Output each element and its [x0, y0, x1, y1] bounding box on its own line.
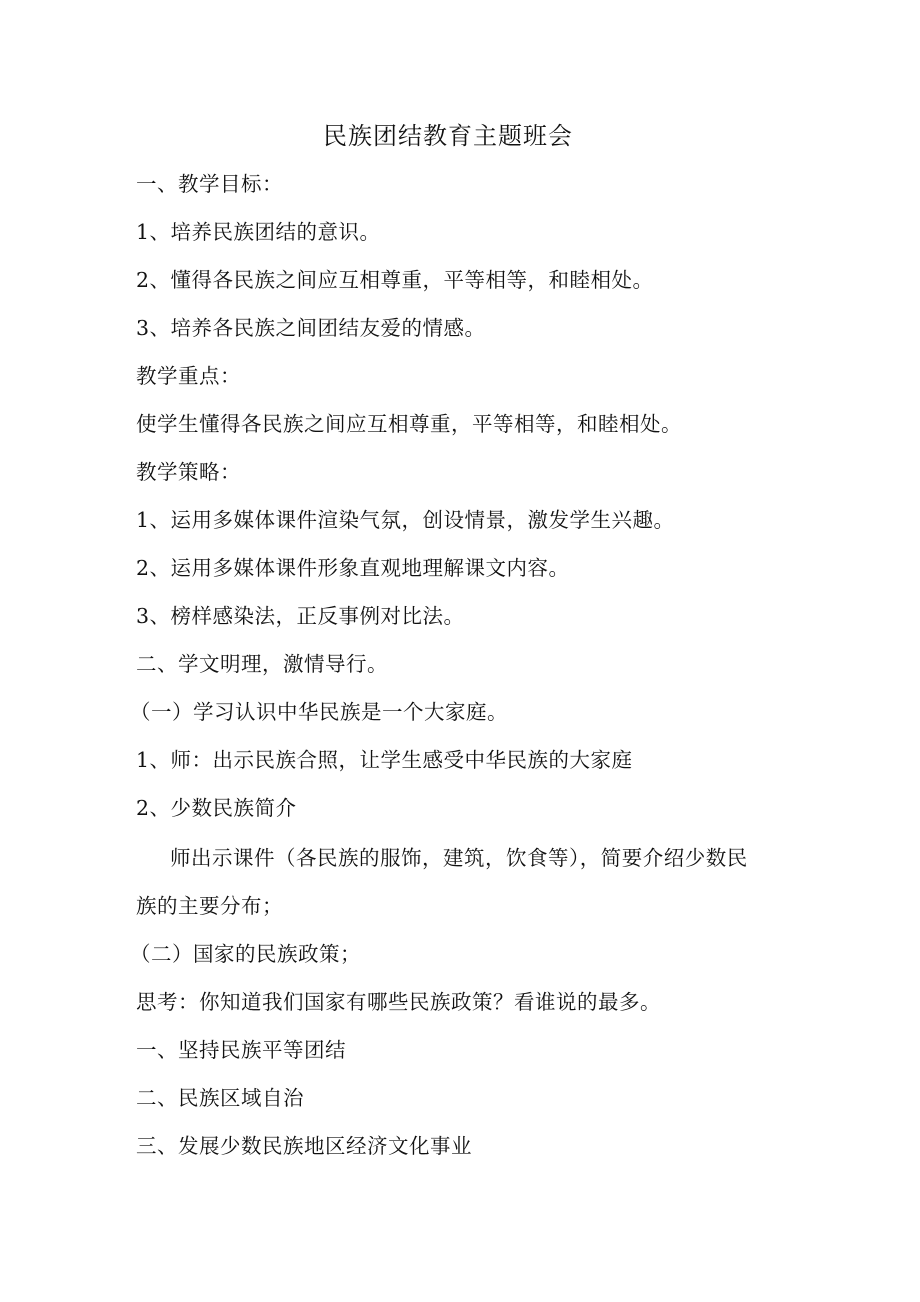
thinking-question: 思考：你知道我们国家有哪些民族政策？看谁说的最多。 [136, 990, 661, 1014]
section-heading-learning: 二、学文明理，激情导行。 [136, 652, 388, 676]
subsection-heading-1: （一）学习认识中华民族是一个大家庭。 [130, 700, 508, 724]
section-heading-objectives: 一、教学目标： [136, 172, 283, 196]
activity-description-line-2: 族的主要分布； [136, 894, 283, 918]
activity-description-line-1: 师出示课件（各民族的服饰，建筑，饮食等），简要介绍少数民 [170, 846, 748, 870]
document-title: 民族团结教育主题班会 [323, 122, 573, 150]
objective-item-2: 2、懂得各民族之间应互相尊重，平等相等，和睦相处。 [136, 268, 654, 292]
policy-item-2: 二、民族区域自治 [136, 1086, 304, 1110]
activity-item-1: 1、师：出示民族合照，让学生感受中华民族的大家庭 [136, 748, 633, 772]
objective-item-3: 3、培养各民族之间团结友爱的情感。 [136, 316, 486, 340]
subsection-heading-2: （二）国家的民族政策； [130, 942, 361, 966]
strategy-item-3: 3、榜样感染法，正反事例对比法。 [136, 604, 465, 628]
activity-item-2: 2、少数民族简介 [136, 796, 297, 820]
strategy-item-2: 2、运用多媒体课件形象直观地理解课文内容。 [136, 556, 570, 580]
objective-item-1: 1、培养民族团结的意识。 [136, 220, 381, 244]
strategy-item-1: 1、运用多媒体课件渲染气氛，创设情景，激发学生兴趣。 [136, 508, 675, 532]
heading-strategies: 教学策略： [136, 460, 241, 484]
key-points-text: 使学生懂得各民族之间应互相尊重，平等相等，和睦相处。 [136, 412, 682, 436]
heading-key-points: 教学重点： [136, 364, 241, 388]
policy-item-1: 一、坚持民族平等团结 [136, 1038, 346, 1062]
policy-item-3: 三、发展少数民族地区经济文化事业 [136, 1134, 472, 1158]
